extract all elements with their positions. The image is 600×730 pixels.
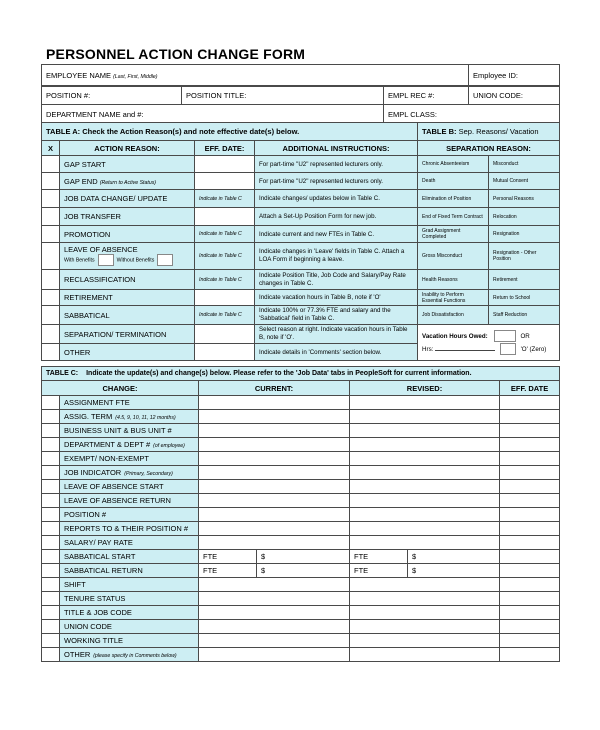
- change-checkbox[interactable]: [42, 606, 60, 620]
- change-label-text: EXEMPT/ NON-EXEMPT: [64, 454, 150, 463]
- change-label-text: TENURE STATUS: [64, 594, 126, 603]
- current-value-field[interactable]: [199, 396, 350, 410]
- change-label: [60, 466, 199, 480]
- table-c-title: TABLE C:: [46, 370, 79, 377]
- change-label-text: OTHER: [64, 650, 91, 659]
- checkbox-separation[interactable]: [42, 325, 60, 344]
- reason-label: LEAVE OF ABSENCE: [64, 245, 138, 254]
- change-checkbox[interactable]: [42, 466, 60, 480]
- empl-rec-field[interactable]: [384, 86, 469, 105]
- eff-date-field[interactable]: [500, 620, 560, 634]
- change-label-text: BUSINESS UNIT & BUS UNIT #: [64, 426, 172, 435]
- current-value-field[interactable]: [199, 522, 350, 536]
- change-label-text: TITLE & JOB CODE: [64, 608, 132, 617]
- checkbox-job-data-change[interactable]: [42, 190, 60, 208]
- sep-misconduct[interactable]: Misconduct: [489, 156, 560, 173]
- change-checkbox[interactable]: [42, 634, 60, 648]
- instr-reclassification: Indicate Position Title, Job Code and Salary/Pay Rate changes in Table C.: [255, 270, 418, 290]
- instr-job-data-change: Indicate changes/ updates below in Table C.: [255, 190, 418, 208]
- change-label-text: POSITION #: [64, 510, 107, 519]
- loa-with-benefits-box[interactable]: [98, 254, 114, 266]
- table-c-row: [42, 536, 560, 550]
- change-label: [60, 494, 199, 508]
- eff-date-field[interactable]: [500, 480, 560, 494]
- reason-leave-of-absence: [60, 243, 195, 270]
- current-value-field[interactable]: [199, 592, 350, 606]
- sep-health-reasons[interactable]: Health Reasons: [418, 270, 489, 290]
- revised-value-field[interactable]: [350, 396, 500, 410]
- reason-note: (Return to Active Status): [99, 179, 157, 186]
- current-value-field[interactable]: [199, 606, 350, 620]
- table-c: [41, 366, 560, 662]
- checkbox-other[interactable]: [42, 344, 60, 361]
- change-checkbox[interactable]: [42, 396, 60, 410]
- sep-end-of-fixed-term[interactable]: End of Fixed Term Contract: [418, 208, 489, 226]
- revised-value-field[interactable]: [350, 452, 500, 466]
- loa-without-benefits-label: Without Benefits: [116, 257, 155, 264]
- employee-id-field[interactable]: [469, 65, 560, 87]
- position-title-field[interactable]: [182, 86, 384, 105]
- date-job-data-change: Indicate in Table C: [195, 190, 255, 208]
- change-label-text: REPORTS TO & THEIR POSITION #: [64, 524, 189, 533]
- empl-class-label: EMPL CLASS:: [388, 109, 437, 119]
- eff-date-field[interactable]: [500, 494, 560, 508]
- instr-promotion: Indicate current and new FTEs in Table C.: [255, 226, 418, 243]
- eff-date-field[interactable]: [500, 648, 560, 662]
- checkbox-reclassification[interactable]: [42, 270, 60, 290]
- revised-value-field[interactable]: [350, 494, 500, 508]
- table-c-subtitle: Indicate the update(s) and change(s) below. Please refer to the 'Job Data' tabs in PeopleSoft for current information.: [86, 370, 472, 377]
- department-label: DEPARTMENT NAME and #:: [46, 109, 144, 119]
- date-promotion: Indicate in Table C: [195, 226, 255, 243]
- revised-value-field[interactable]: [350, 438, 500, 452]
- change-label-hint: (Primary, Secondary): [124, 471, 173, 477]
- col-date-header: EFF. DATE:: [195, 141, 255, 156]
- table-a-title: TABLE A: Check the Action Reason(s) and note effective date(s) below.: [42, 123, 418, 141]
- date-reclassification: Indicate in Table C: [195, 270, 255, 290]
- table-c-row: [42, 648, 560, 662]
- eff-date-field[interactable]: [500, 592, 560, 606]
- revised-value-field[interactable]: [350, 466, 500, 480]
- table-b-title: TABLE B:: [422, 127, 457, 136]
- table-c-row: [42, 592, 560, 606]
- revised-value-field[interactable]: [350, 480, 500, 494]
- table-b-title-cell: [418, 123, 560, 141]
- change-label-text: JOB INDICATOR: [64, 468, 122, 477]
- checkbox-retirement[interactable]: [42, 290, 60, 306]
- current-value-field[interactable]: [199, 438, 350, 452]
- revised-salary-field[interactable]: $: [408, 550, 500, 564]
- eff-date-field[interactable]: [500, 606, 560, 620]
- table-c-row: [42, 480, 560, 494]
- change-checkbox[interactable]: [42, 620, 60, 634]
- revised-value-field[interactable]: [350, 522, 500, 536]
- change-label-text: LEAVE OF ABSENCE RETURN: [64, 496, 171, 505]
- sep-gross-misconduct[interactable]: Gross Misconduct: [418, 243, 489, 270]
- checkbox-gap-end[interactable]: [42, 173, 60, 190]
- reason-promotion: PROMOTION: [60, 226, 195, 243]
- sep-resignation-other-position[interactable]: Resignation - Other Position: [489, 243, 560, 270]
- sep-inability-to-perform[interactable]: Inability to Perform Essential Functions: [418, 290, 489, 306]
- current-value-field[interactable]: [199, 648, 350, 662]
- change-checkbox[interactable]: [42, 536, 60, 550]
- eff-date-field[interactable]: [500, 578, 560, 592]
- col-change-header: CHANGE:: [42, 381, 199, 396]
- sep-personal-reasons[interactable]: Personal Reasons: [489, 190, 560, 208]
- reason-label: GAP END: [64, 176, 98, 186]
- employee-id-label: Employee ID:: [473, 71, 519, 80]
- change-label: [60, 592, 199, 606]
- revised-value-field[interactable]: [350, 536, 500, 550]
- table-c-row: [42, 410, 560, 424]
- change-checkbox[interactable]: [42, 424, 60, 438]
- change-label: [60, 424, 199, 438]
- table-b-subtitle: Sep. Reasons/ Vacation: [458, 127, 539, 136]
- vacation-hours-label: Vacation Hours Owed: [422, 332, 486, 340]
- change-label-text: SABBATICAL START: [64, 552, 136, 561]
- instr-sabbatical: Indicate 100% or 77.3% FTE and salary and the 'Sabbatical' field in Table C.: [255, 306, 418, 325]
- revised-value-field[interactable]: [350, 606, 500, 620]
- instr-separation: Select reason at right. Indicate vacation hours in Table B, note if 'O'.: [255, 325, 418, 344]
- vacation-hours-cell: [418, 325, 560, 361]
- change-label: [60, 508, 199, 522]
- col-x-header: X: [42, 141, 60, 156]
- current-fte-field[interactable]: FTE: [199, 550, 257, 564]
- sep-mutual-consent[interactable]: Mutual Consent: [489, 173, 560, 190]
- change-checkbox[interactable]: [42, 452, 60, 466]
- reason-gap-end: [60, 173, 195, 190]
- reason-label: GAP START: [64, 159, 106, 169]
- employee-name-label: EMPLOYEE NAME: [46, 71, 112, 80]
- current-value-field[interactable]: [199, 620, 350, 634]
- current-value-field[interactable]: [199, 578, 350, 592]
- reason-other: OTHER: [60, 344, 195, 361]
- change-label: [60, 564, 199, 578]
- department-field[interactable]: [42, 105, 384, 124]
- table-c-row: [42, 508, 560, 522]
- table-c-row: [42, 634, 560, 648]
- current-value-field[interactable]: [199, 466, 350, 480]
- table-c-row: [42, 452, 560, 466]
- current-value-field[interactable]: [199, 480, 350, 494]
- sep-death[interactable]: Death: [418, 173, 489, 190]
- eff-date-field[interactable]: [500, 438, 560, 452]
- eff-date-field[interactable]: [500, 410, 560, 424]
- revised-value-field[interactable]: [350, 508, 500, 522]
- reason-separation: SEPARATION/ TERMINATION: [60, 325, 195, 344]
- sep-job-dissatisfaction[interactable]: Job Dissatisfaction: [418, 306, 489, 325]
- change-checkbox[interactable]: [42, 592, 60, 606]
- current-value-field[interactable]: [199, 494, 350, 508]
- change-label: [60, 550, 199, 564]
- change-label-hint: (please specify in Comments below): [93, 653, 177, 659]
- eff-date-field[interactable]: [500, 564, 560, 578]
- revised-value-field[interactable]: [350, 634, 500, 648]
- date-retirement[interactable]: [195, 290, 255, 306]
- eff-date-field[interactable]: [500, 522, 560, 536]
- form-title: PERSONNEL ACTION CHANGE FORM: [46, 46, 306, 62]
- eff-date-field[interactable]: [500, 424, 560, 438]
- eff-date-field[interactable]: [500, 452, 560, 466]
- change-checkbox[interactable]: [42, 410, 60, 424]
- col-reason-header: ACTION REASON:: [60, 141, 195, 156]
- change-label: [60, 480, 199, 494]
- zero-label: 'O' (Zero): [520, 345, 547, 353]
- revised-fte-field[interactable]: FTE: [350, 564, 408, 578]
- sep-return-to-school[interactable]: Return to School: [489, 290, 560, 306]
- reason-sabbatical: SABBATICAL: [60, 306, 195, 325]
- change-checkbox[interactable]: [42, 508, 60, 522]
- revised-value-field[interactable]: [350, 620, 500, 634]
- revised-salary-field[interactable]: $: [408, 564, 500, 578]
- hrs-label: Hrs:: [422, 345, 434, 353]
- change-label: [60, 522, 199, 536]
- change-checkbox[interactable]: [42, 438, 60, 452]
- sep-resignation[interactable]: Resignation: [489, 226, 560, 243]
- sep-grad-assignment[interactable]: Grad Assignment Completed: [418, 226, 489, 243]
- instr-retirement: Indicate vacation hours in Table B, note if 'O': [255, 290, 418, 306]
- sep-staff-reduction[interactable]: Staff Reduction: [489, 306, 560, 325]
- checkbox-gap-start[interactable]: [42, 156, 60, 173]
- col-eff-date-header: EFF. DATE: [500, 381, 560, 396]
- vacation-hours-colon: :: [485, 332, 488, 340]
- change-label: [60, 634, 199, 648]
- sep-chronic-absenteeism[interactable]: Chronic Absenteeism: [418, 156, 489, 173]
- current-salary-field[interactable]: $: [257, 564, 350, 578]
- sep-relocation[interactable]: Relocation: [489, 208, 560, 226]
- current-value-field[interactable]: [199, 452, 350, 466]
- change-label: [60, 620, 199, 634]
- empl-rec-label: EMPL REC #:: [388, 90, 435, 100]
- current-fte-field[interactable]: FTE: [199, 564, 257, 578]
- change-checkbox[interactable]: [42, 564, 60, 578]
- change-label-text: SABBATICAL RETURN: [64, 566, 143, 575]
- sep-retirement[interactable]: Retirement: [489, 270, 560, 290]
- empl-class-field[interactable]: [384, 105, 560, 124]
- loa-with-benefits-label: With Benefits: [64, 257, 95, 264]
- table-c-row: [42, 522, 560, 536]
- change-checkbox[interactable]: [42, 522, 60, 536]
- current-value-field[interactable]: [199, 536, 350, 550]
- current-salary-field[interactable]: $: [257, 550, 350, 564]
- change-label: [60, 648, 199, 662]
- position-num-label: POSITION #:: [46, 90, 91, 100]
- date-job-transfer[interactable]: [195, 208, 255, 226]
- change-label-hint: (of employee): [153, 443, 185, 449]
- change-label-text: UNION CODE: [64, 622, 112, 631]
- change-label-text: SALARY/ PAY RATE: [64, 538, 133, 547]
- table-c-row: [42, 466, 560, 480]
- col-revised-header: REVISED:: [350, 381, 500, 396]
- employee-name-field[interactable]: [42, 65, 469, 87]
- reason-gap-start: [60, 156, 195, 173]
- vacation-or: OR: [520, 332, 530, 340]
- table-c-row: [42, 620, 560, 634]
- revised-value-field[interactable]: [350, 648, 500, 662]
- position-num-field[interactable]: [42, 86, 182, 105]
- change-label: [60, 536, 199, 550]
- change-label: [60, 452, 199, 466]
- sep-elimination-of-position[interactable]: Elimination of Position: [418, 190, 489, 208]
- change-label-text: LEAVE OF ABSENCE START: [64, 482, 164, 491]
- vacation-hours-box[interactable]: [494, 330, 516, 342]
- change-checkbox[interactable]: [42, 480, 60, 494]
- change-checkbox[interactable]: [42, 494, 60, 508]
- eff-date-field[interactable]: [500, 466, 560, 480]
- change-checkbox[interactable]: [42, 550, 60, 564]
- change-label: [60, 606, 199, 620]
- date-gap-end[interactable]: [195, 173, 255, 190]
- table-c-row: [42, 494, 560, 508]
- change-checkbox[interactable]: [42, 578, 60, 592]
- eff-date-field[interactable]: [500, 508, 560, 522]
- employee-name-hint: (Last, First, Middle): [113, 74, 158, 80]
- col-current-header: CURRENT:: [199, 381, 350, 396]
- union-code-label: UNION CODE:: [473, 90, 524, 100]
- change-label: [60, 410, 199, 424]
- current-value-field[interactable]: [199, 424, 350, 438]
- instr-other: Indicate details in 'Comments' section below.: [255, 344, 418, 361]
- current-value-field[interactable]: [199, 634, 350, 648]
- date-separation[interactable]: [195, 325, 255, 344]
- instr-job-transfer: Attach a Set-Up Position Form for new job.: [255, 208, 418, 226]
- table-c-row: [42, 424, 560, 438]
- table-c-title-cell: [42, 367, 560, 381]
- eff-date-field[interactable]: [500, 634, 560, 648]
- checkbox-leave-of-absence[interactable]: [42, 243, 60, 270]
- position-row-table: [41, 85, 560, 124]
- reason-job-data-change: JOB DATA CHANGE/ UPDATE: [60, 190, 195, 208]
- table-c-row: [42, 396, 560, 410]
- loa-without-benefits-box[interactable]: [157, 254, 173, 266]
- employee-header-table: [41, 64, 560, 87]
- table-c-row: [42, 578, 560, 592]
- revised-value-field[interactable]: [350, 578, 500, 592]
- current-value-field[interactable]: [199, 410, 350, 424]
- current-value-field[interactable]: [199, 508, 350, 522]
- checkbox-promotion[interactable]: [42, 226, 60, 243]
- table-a-b: [41, 122, 560, 361]
- date-sabbatical: Indicate in Table C: [195, 306, 255, 325]
- change-checkbox[interactable]: [42, 648, 60, 662]
- position-title-label: POSITION TITLE:: [186, 90, 247, 100]
- table-c-row: [42, 438, 560, 452]
- change-label-text: SHIFT: [64, 580, 86, 589]
- revised-value-field[interactable]: [350, 424, 500, 438]
- instr-gap-end: For part-time "U2" represented lecturers only.: [255, 173, 418, 190]
- checkbox-sabbatical[interactable]: [42, 306, 60, 325]
- change-label: [60, 578, 199, 592]
- union-code-field[interactable]: [469, 86, 560, 105]
- change-label-text: ASSIGNMENT FTE: [64, 398, 130, 407]
- change-label: [60, 438, 199, 452]
- change-label-text: DEPARTMENT & DEPT #: [64, 440, 151, 449]
- table-c-row: [42, 550, 560, 564]
- revised-value-field[interactable]: [350, 592, 500, 606]
- eff-date-field[interactable]: [500, 550, 560, 564]
- date-other[interactable]: [195, 344, 255, 361]
- reason-retirement: RETIREMENT: [60, 290, 195, 306]
- change-label-hint: (4.5, 9, 10, 11, 12 months): [115, 415, 176, 421]
- separation-reason-header: SEPARATION REASON:: [418, 141, 560, 156]
- date-gap-start[interactable]: [195, 156, 255, 173]
- revised-value-field[interactable]: [350, 410, 500, 424]
- change-label: [60, 396, 199, 410]
- hrs-input[interactable]: [435, 350, 495, 351]
- revised-fte-field[interactable]: FTE: [350, 550, 408, 564]
- instr-gap-start: For part-time "U2" represented lecturers only.: [255, 156, 418, 173]
- eff-date-field[interactable]: [500, 396, 560, 410]
- zero-hours-box[interactable]: [500, 343, 516, 355]
- reason-reclassification: RECLASSIFICATION: [60, 270, 195, 290]
- date-leave-of-absence: Indicate in Table C: [195, 243, 255, 270]
- reason-job-transfer: JOB TRANSFER: [60, 208, 195, 226]
- checkbox-job-transfer[interactable]: [42, 208, 60, 226]
- change-label-text: WORKING TITLE: [64, 636, 124, 645]
- table-c-row: [42, 564, 560, 578]
- eff-date-field[interactable]: [500, 536, 560, 550]
- instr-leave-of-absence: Indicate changes in 'Leave' fields in Table C. Attach a LOA Form if beginning a leave.: [255, 243, 418, 270]
- change-label-text: ASSIG. TERM: [64, 412, 113, 421]
- table-c-row: [42, 606, 560, 620]
- col-instructions-header: ADDITIONAL INSTRUCTIONS:: [255, 141, 418, 156]
